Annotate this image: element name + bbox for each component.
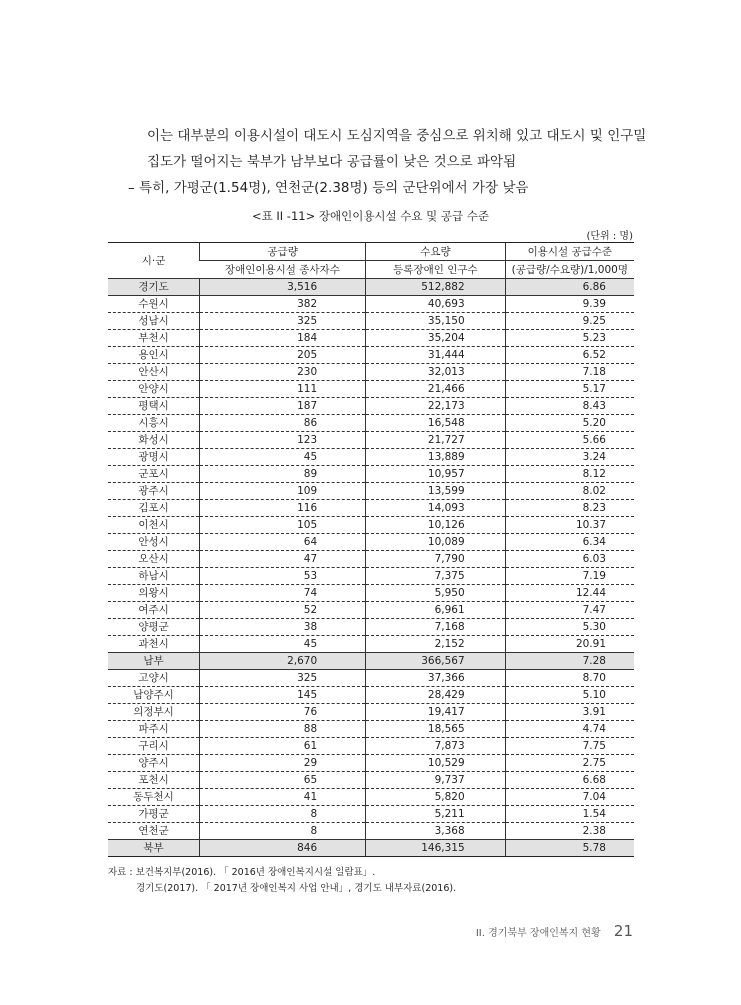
cell-region: 가평군 <box>108 806 200 823</box>
cell-demand: 7,873 <box>366 738 505 755</box>
table-row <box>108 670 634 687</box>
cell-region: 안산시 <box>108 364 200 381</box>
cell-supply: 184 <box>200 330 366 347</box>
cell-region: 양평군 <box>108 619 200 636</box>
table-row <box>108 738 634 755</box>
cell-region: 안양시 <box>108 381 200 398</box>
cell-level: 3.24 <box>505 449 634 466</box>
cell-supply: 45 <box>200 449 366 466</box>
table-row <box>108 551 634 568</box>
table-row <box>108 602 634 619</box>
cell-level: 2.38 <box>505 823 634 840</box>
cell-supply: 74 <box>200 585 366 602</box>
header-supply: 공급량 <box>200 243 366 261</box>
table-row <box>108 432 634 449</box>
cell-demand: 35,204 <box>366 330 505 347</box>
page-footer <box>476 922 633 940</box>
cell-demand: 10,529 <box>366 755 505 772</box>
cell-demand: 10,089 <box>366 534 505 551</box>
cell-supply: 8 <box>200 806 366 823</box>
table-body <box>108 279 634 857</box>
body-paragraph-2: 집도가 떨어지는 북부가 남부보다 공급률이 낮은 것으로 파악됨 <box>147 154 517 170</box>
table-row <box>108 398 634 415</box>
cell-level: 4.74 <box>505 721 634 738</box>
table-row <box>108 381 634 398</box>
table-row <box>108 415 634 432</box>
cell-supply: 64 <box>200 534 366 551</box>
cell-region: 성남시 <box>108 313 200 330</box>
cell-level: 6.86 <box>505 279 634 296</box>
cell-level: 8.02 <box>505 483 634 500</box>
cell-demand: 7,375 <box>366 568 505 585</box>
table-row <box>108 806 634 823</box>
body-paragraph-3: – 특히, 가평군(1.54명), 연천군(2.38명) 등의 군단위에서 가장 낮음 <box>128 180 529 196</box>
table-row <box>108 755 634 772</box>
cell-region: 안성시 <box>108 534 200 551</box>
table-row <box>108 585 634 602</box>
cell-demand: 35,150 <box>366 313 505 330</box>
table-row <box>108 721 634 738</box>
cell-demand: 6,961 <box>366 602 505 619</box>
cell-region: 용인시 <box>108 347 200 364</box>
cell-supply: 52 <box>200 602 366 619</box>
cell-region: 연천군 <box>108 823 200 840</box>
cell-demand: 18,565 <box>366 721 505 738</box>
cell-level: 20.91 <box>505 636 634 653</box>
cell-level: 6.34 <box>505 534 634 551</box>
cell-supply: 2,670 <box>200 653 366 670</box>
table-row <box>108 483 634 500</box>
table-row <box>108 704 634 721</box>
table-row <box>108 687 634 704</box>
table-unit: (단위 : 명) <box>586 231 633 242</box>
cell-region: 군포시 <box>108 466 200 483</box>
cell-supply: 53 <box>200 568 366 585</box>
cell-supply: 145 <box>200 687 366 704</box>
table-row <box>108 568 634 585</box>
table-caption: <표 II -11> 장애인이용시설 수요 및 공급 수준 <box>251 209 490 223</box>
cell-level: 6.68 <box>505 772 634 789</box>
cell-region: 수원시 <box>108 296 200 313</box>
cell-level: 5.23 <box>505 330 634 347</box>
cell-level: 1.54 <box>505 806 634 823</box>
cell-demand: 2,152 <box>366 636 505 653</box>
cell-region: 평택시 <box>108 398 200 415</box>
table-row <box>108 823 634 840</box>
cell-region: 김포시 <box>108 500 200 517</box>
cell-region: 구리시 <box>108 738 200 755</box>
supply-demand-table <box>108 242 634 857</box>
cell-demand: 32,013 <box>366 364 505 381</box>
cell-level: 5.30 <box>505 619 634 636</box>
cell-level: 3.91 <box>505 704 634 721</box>
header-supply-sub: 장애인이용시설 종사자수 <box>200 261 366 279</box>
cell-supply: 65 <box>200 772 366 789</box>
table-row <box>108 449 634 466</box>
table-row <box>108 619 634 636</box>
page-number: 21 <box>613 922 633 940</box>
header-level: 이용시설 공급수준 <box>505 243 634 261</box>
table-summary-row <box>108 279 634 296</box>
table-row <box>108 296 634 313</box>
cell-level: 5.66 <box>505 432 634 449</box>
cell-supply: 89 <box>200 466 366 483</box>
cell-region: 동두천시 <box>108 789 200 806</box>
cell-supply: 325 <box>200 313 366 330</box>
cell-region: 과천시 <box>108 636 200 653</box>
cell-region: 경기도 <box>108 279 200 296</box>
cell-supply: 3,516 <box>200 279 366 296</box>
cell-demand: 22,173 <box>366 398 505 415</box>
cell-demand: 7,790 <box>366 551 505 568</box>
cell-level: 7.47 <box>505 602 634 619</box>
cell-level: 9.39 <box>505 296 634 313</box>
cell-demand: 37,366 <box>366 670 505 687</box>
cell-level: 9.25 <box>505 313 634 330</box>
cell-level: 8.12 <box>505 466 634 483</box>
cell-level: 6.52 <box>505 347 634 364</box>
cell-demand: 5,820 <box>366 789 505 806</box>
cell-supply: 109 <box>200 483 366 500</box>
cell-demand: 10,957 <box>366 466 505 483</box>
table-summary-row <box>108 840 634 857</box>
cell-supply: 29 <box>200 755 366 772</box>
cell-region: 오산시 <box>108 551 200 568</box>
cell-supply: 47 <box>200 551 366 568</box>
cell-demand: 366,567 <box>366 653 505 670</box>
cell-level: 5.20 <box>505 415 634 432</box>
cell-demand: 21,466 <box>366 381 505 398</box>
cell-level: 10.37 <box>505 517 634 534</box>
cell-region: 이천시 <box>108 517 200 534</box>
cell-level: 12.44 <box>505 585 634 602</box>
cell-region: 광명시 <box>108 449 200 466</box>
cell-region: 화성시 <box>108 432 200 449</box>
header-demand-sub: 등록장애인 인구수 <box>366 261 505 279</box>
cell-region: 의정부시 <box>108 704 200 721</box>
cell-demand: 40,693 <box>366 296 505 313</box>
cell-region: 의왕시 <box>108 585 200 602</box>
cell-demand: 28,429 <box>366 687 505 704</box>
cell-region: 남부 <box>108 653 200 670</box>
cell-demand: 19,417 <box>366 704 505 721</box>
cell-region: 광주시 <box>108 483 200 500</box>
cell-level: 7.04 <box>505 789 634 806</box>
cell-level: 5.17 <box>505 381 634 398</box>
table-row <box>108 330 634 347</box>
cell-demand: 7,168 <box>366 619 505 636</box>
cell-region: 양주시 <box>108 755 200 772</box>
cell-region: 파주시 <box>108 721 200 738</box>
source-note-2: 경기도(2017). 「 2017년 장애인복지 사업 안내」, 경기도 내부자료(2016). <box>136 883 457 894</box>
cell-supply: 111 <box>200 381 366 398</box>
cell-supply: 61 <box>200 738 366 755</box>
cell-supply: 41 <box>200 789 366 806</box>
table-row <box>108 534 634 551</box>
source-note-1: 자료 : 보건복지부(2016). 「 2016년 장애인복지시설 일람표」. <box>108 867 376 878</box>
cell-region: 부천시 <box>108 330 200 347</box>
cell-supply: 38 <box>200 619 366 636</box>
table-row <box>108 636 634 653</box>
table-row <box>108 466 634 483</box>
cell-demand: 9,737 <box>366 772 505 789</box>
cell-level: 7.28 <box>505 653 634 670</box>
cell-supply: 8 <box>200 823 366 840</box>
table-row <box>108 789 634 806</box>
cell-region: 남양주시 <box>108 687 200 704</box>
cell-level: 5.78 <box>505 840 634 857</box>
cell-region: 하남시 <box>108 568 200 585</box>
cell-level: 8.43 <box>505 398 634 415</box>
cell-demand: 13,889 <box>366 449 505 466</box>
header-demand: 수요량 <box>366 243 505 261</box>
table-row <box>108 364 634 381</box>
cell-demand: 146,315 <box>366 840 505 857</box>
cell-supply: 45 <box>200 636 366 653</box>
cell-demand: 3,368 <box>366 823 505 840</box>
cell-demand: 5,950 <box>366 585 505 602</box>
cell-supply: 205 <box>200 347 366 364</box>
cell-supply: 86 <box>200 415 366 432</box>
cell-level: 2.75 <box>505 755 634 772</box>
table-row <box>108 347 634 364</box>
cell-supply: 76 <box>200 704 366 721</box>
cell-supply: 123 <box>200 432 366 449</box>
cell-supply: 88 <box>200 721 366 738</box>
cell-demand: 13,599 <box>366 483 505 500</box>
cell-supply: 105 <box>200 517 366 534</box>
cell-level: 7.19 <box>505 568 634 585</box>
cell-region: 시흥시 <box>108 415 200 432</box>
cell-demand: 512,882 <box>366 279 505 296</box>
table-row <box>108 500 634 517</box>
body-paragraph-1: 이는 대부분의 이용시설이 대도시 도심지역을 중심으로 위치해 있고 대도시 및 인구밀 <box>147 128 647 144</box>
cell-supply: 325 <box>200 670 366 687</box>
cell-demand: 14,093 <box>366 500 505 517</box>
header-region: 시·군 <box>108 243 200 279</box>
cell-demand: 10,126 <box>366 517 505 534</box>
cell-supply: 116 <box>200 500 366 517</box>
header-level-sub: (공급량/수요량)/1,000명 <box>505 261 634 279</box>
cell-level: 7.75 <box>505 738 634 755</box>
cell-demand: 5,211 <box>366 806 505 823</box>
cell-demand: 21,727 <box>366 432 505 449</box>
cell-level: 7.18 <box>505 364 634 381</box>
table-summary-row <box>108 653 634 670</box>
cell-region: 북부 <box>108 840 200 857</box>
cell-supply: 382 <box>200 296 366 313</box>
cell-demand: 16,548 <box>366 415 505 432</box>
cell-level: 5.10 <box>505 687 634 704</box>
cell-level: 8.70 <box>505 670 634 687</box>
cell-region: 포천시 <box>108 772 200 789</box>
cell-region: 여주시 <box>108 602 200 619</box>
cell-demand: 31,444 <box>366 347 505 364</box>
cell-supply: 230 <box>200 364 366 381</box>
table-row <box>108 313 634 330</box>
cell-level: 8.23 <box>505 500 634 517</box>
cell-supply: 187 <box>200 398 366 415</box>
cell-region: 고양시 <box>108 670 200 687</box>
table-row <box>108 517 634 534</box>
cell-level: 6.03 <box>505 551 634 568</box>
table-row <box>108 772 634 789</box>
footer-chapter: II. 경기북부 장애인복지 현황 <box>475 928 601 939</box>
cell-supply: 846 <box>200 840 366 857</box>
